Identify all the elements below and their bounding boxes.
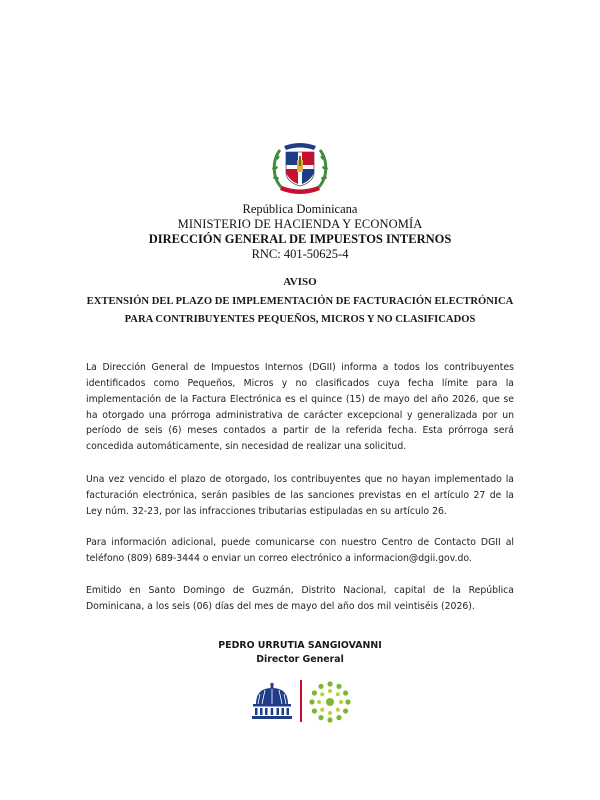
signatory-name: PEDRO URRUTIA SANGIOVANNI (218, 640, 382, 651)
body-paragraph-2: Una vez vencido el plazo de otorgado, los contribuyentes que no hayan implementado la facturación electrónica, serán pasibles de las sanciones previstas en el artículo 27 de la Ley núm. 32-23, por las infracciones tributarias estipuladas en su artículo 26. (86, 474, 514, 517)
dgii-dome-logo (250, 682, 294, 720)
sun-burst-logo (308, 680, 352, 724)
country-name: República Dominicana (242, 202, 358, 216)
body-paragraph-1: La Dirección General de Impuestos Internos (DGII) informa a todos los contribuyentes identificados como Pequeños, Micros y no clasificados cuya fecha límite para la implementación de la Factura Electrónica es el quince (15) de mayo del año 2026, que se ha otorgado una prórroga administrativa de carácter excepcional y generalizada por un período de seis (6) meses contados a partir de la referida fecha. Esta prórroga será concedida automáticamente, sin necesidad de realizar una solicitud. (86, 362, 514, 453)
notice-subject: EXTENSIÓN DEL PLAZO DE IMPLEMENTACIÓN DE FACTURACIÓN ELECTRÓNICA PARA CONTRIBUYENTES PEQUEÑOS, MICROS Y NO CLASIFICADOS (86, 296, 514, 325)
signatory-title: Director General (256, 654, 344, 665)
ministry-name: MINISTERIO DE HACIENDA Y ECONOMÍA (177, 217, 423, 231)
logo-divider (300, 680, 302, 722)
body-paragraph-4: Emitido en Santo Domingo de Guzmán, Distrito Nacional, capital de la República Dominicana, a los seis (06) días del mes de mayo del año dos mil veintiséis (2026). (86, 585, 514, 613)
agency-name: DIRECCIÓN GENERAL DE IMPUESTOS INTERNOS (148, 232, 452, 246)
rnc-number: RNC: 401-50625-4 (251, 247, 349, 261)
body-paragraph-3: Para información adicional, puede comunicarse con nuestro Centro de Contacto DGII al teléfono (809) 689-3444 o enviar un correo electrónico a informacion@dgii.gov.do. (86, 537, 514, 565)
coat-of-arms-icon (268, 138, 332, 200)
notice-label: AVISO (283, 276, 317, 288)
